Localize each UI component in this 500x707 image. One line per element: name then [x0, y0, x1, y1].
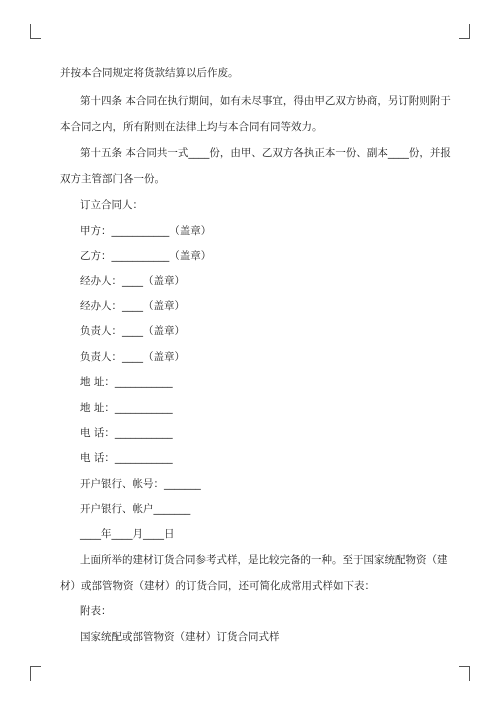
- text-line: 本合同之内，所有附则在法律上均与本合同有同等效力。: [60, 121, 323, 133]
- text-line: 并按本合同规定将货款结算以后作废。: [60, 67, 239, 79]
- crop-mark-top-right: [459, 24, 470, 39]
- article-15-line: 第十五条 本合同共一式____份，由甲、乙双方各执正本一份、副本____份，并报: [80, 147, 451, 159]
- text-line: 上面所举的建材订货合同参考式样，是比较完备的一种。至于国家统配物资（建: [80, 554, 448, 566]
- signatories-heading: 订立合同人：: [80, 199, 143, 211]
- crop-mark-bottom-left: [30, 666, 41, 681]
- text-line: 双方主管部门各一份。: [60, 173, 165, 185]
- party-a-field: 甲方：___________（盖章）: [80, 225, 212, 237]
- address-field: 地 址：___________: [80, 402, 173, 414]
- crop-mark-bottom-right: [459, 666, 470, 681]
- address-field: 地 址：___________: [80, 376, 173, 388]
- handler-field: 经办人：____（盖章）: [80, 275, 185, 287]
- crop-mark-top-left: [30, 24, 41, 39]
- bank-account-field: 开户银行、帐户_______: [80, 503, 191, 515]
- article-14-line: 第十四条 本合同在执行期间，如有未尽事宜，得由甲乙双方协商，另订附则附于: [80, 95, 451, 107]
- handler-field: 经办人：____（盖章）: [80, 300, 185, 312]
- manager-field: 负责人：____（盖章）: [80, 325, 185, 337]
- phone-field: 电 话：___________: [80, 427, 173, 439]
- attachment-label: 附表：: [80, 605, 112, 617]
- manager-field: 负责人：____（盖章）: [80, 351, 185, 363]
- party-b-field: 乙方：___________（盖章）: [80, 250, 212, 262]
- text-line: 材）或部管物资（建材）的订货合同，还可简化成常用式样如下表：: [60, 580, 375, 592]
- attachment-title: 国家统配或部管物资（建材）订货合同式样: [80, 631, 280, 643]
- bank-account-field: 开户银行、帐号：_______: [80, 478, 201, 490]
- phone-field: 电 话：___________: [80, 452, 173, 464]
- date-field: ____年____月____日: [80, 528, 175, 540]
